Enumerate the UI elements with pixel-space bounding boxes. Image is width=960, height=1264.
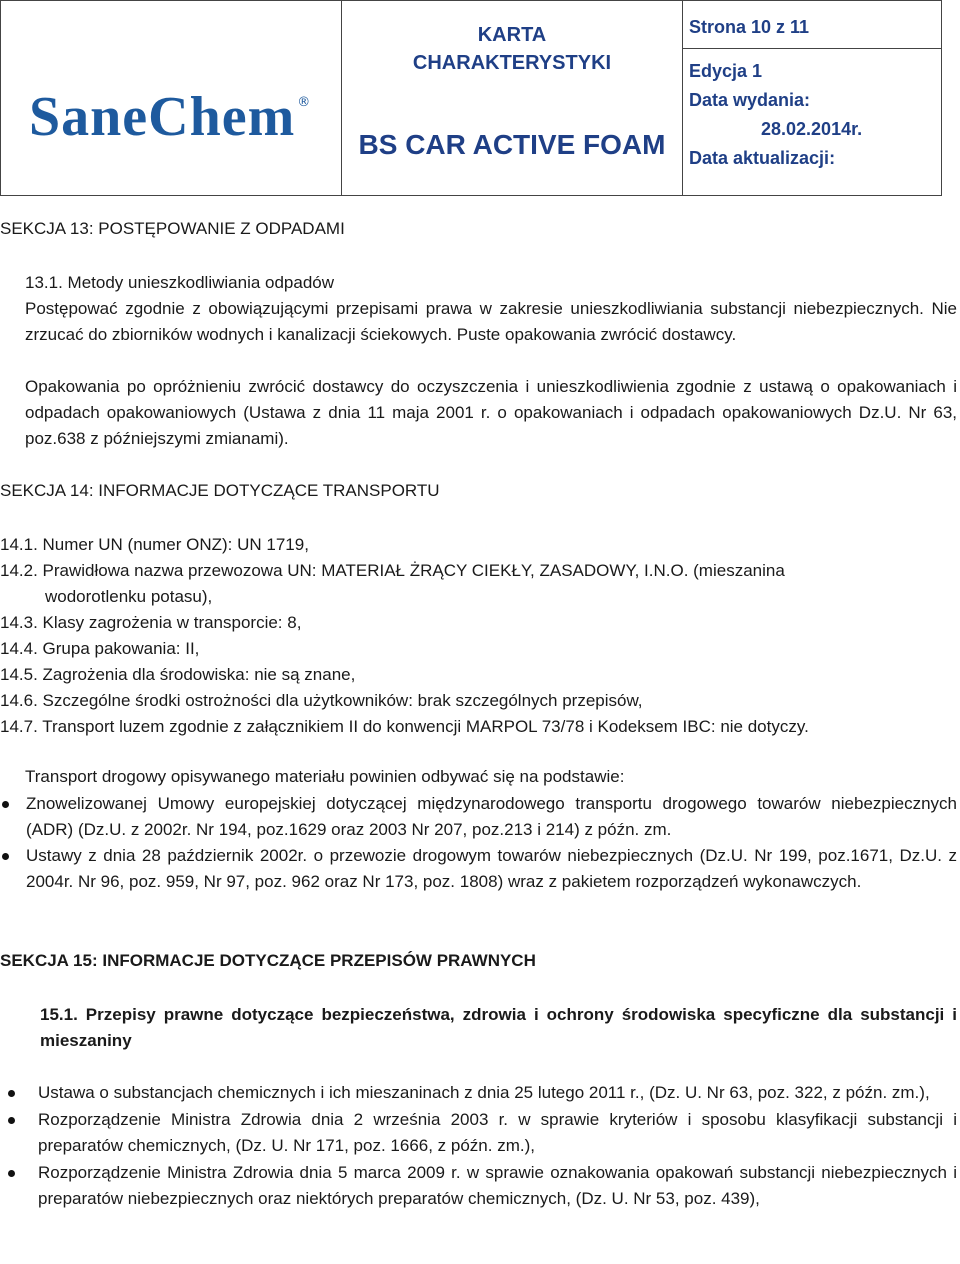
update-date-label: Data aktualizacji: [689,148,836,168]
list-item: 14.1. Numer UN (numer ONZ): UN 1719, [0,535,309,554]
company-logo [29,86,311,148]
list-item: Ustawa o substancjach chemicznych i ich mieszaninach z dnia 25 lutego 2011 r., (Dz. U. Nr 63, poz. 322, z późn. zm.), [0,1080,957,1106]
registered-mark: ® [297,95,311,110]
card-title-line2: CHARAKTERYSTYKI [412,52,612,74]
product-name: BS CAR ACTIVE FOAM [358,129,666,160]
transport-list [0,532,809,740]
section-13-title: SEKCJA 13: POSTĘPOWANIE Z ODPADAMI [0,219,345,238]
road-transport-list [0,791,957,895]
section-15-title: SEKCJA 15: INFORMACJE DOTYCZĄCE PRZEPISÓW PRAWNYCH [0,951,536,970]
title-cell [342,1,683,196]
regulations-list [0,1080,957,1213]
card-title-line1: KARTA [477,24,547,46]
section-15-1-title: 15.1. Przepisy prawne dotyczące bezpieczeństwa, zdrowia i ochrony środowiska specyficzne dla substancji i mieszaniny [40,1005,957,1050]
road-transport-intro: Transport drogowy opisywanego materiału powinien odbywać się na podstawie: [25,767,625,786]
issue-date: 28.02.2014r. [761,119,863,139]
list-item: 14.6. Szczególne środki ostrożności dla użytkowników: brak szczególnych przepisów, [0,691,643,710]
info-cell [683,1,942,196]
page-info: Strona 10 z 11 [683,1,941,49]
list-item: Znowelizowanej Umowy europejskiej dotyczącej międzynarodowego transportu drogowego towarów niebezpiecznych (ADR) (Dz.U. z 2002r. Nr 194, poz.1629 oraz 2003 Nr 207, poz.213 i 214) z późn. zm. [0,791,957,843]
list-item: 14.7. Transport luzem zgodnie z załącznikiem II do konwencji MARPOL 73/78 i Kodeksem IBC: nie dotyczy. [0,717,809,736]
section-13-para1: Postępować zgodnie z obowiązującymi przepisami prawa w zakresie unieszkodliwiania substancji niebezpiecznych. Nie zrzucać do zbiorników wodnych i kanalizacji ściekowych. Puste opakowania zwrócić dostawcy. [25,299,957,344]
list-item: Rozporządzenie Ministra Zdrowia dnia 5 marca 2009 r. w sprawie oznakowania opakowań substancji niebezpiecznych i preparatów niebezpiecznych oraz niektórych preparatów chemicznych, (Dz. U. Nr 53, poz. 439), [0,1160,957,1212]
section-14-title: SEKCJA 14: INFORMACJE DOTYCZĄCE TRANSPORTU [0,481,440,500]
edition: Edycja 1 [689,61,763,81]
document-header [0,0,942,196]
list-item: 14.2. Prawidłowa nazwa przewozowa UN: MATERIAŁ ŻRĄCY CIEKŁY, ZASADOWY, I.N.O. (mieszanina [0,561,785,580]
issue-date-label: Data wydania: [689,90,811,110]
list-item: 14.4. Grupa pakowania: II, [0,639,200,658]
list-item: 14.3. Klasy zagrożenia w transporcie: 8, [0,613,302,632]
card-title [342,21,682,77]
list-item: 14.5. Zagrożenia dla środowiska: nie są znane, [0,665,356,684]
section-13-para2: Opakowania po opróżnieniu zwrócić dostawcy do oczyszczenia i unieszkodliwienia zgodnie z ustawą o opakowaniach i odpadach opakowaniowych (Ustawa z dnia 11 maja 2001 r. o opakowaniach i odpadach opakowaniowych Dz.U. Nr 63, poz.638 z późniejszymi zmianami). [25,377,957,448]
list-item: Ustawy z dnia 28 październik 2002r. o przewozie drogowym towarów niebezpiecznych (Dz.U. Nr 199, poz.1671, Dz.U. z 2004r. Nr 96, poz. 959, Nr 97, poz. 962 oraz Nr 173, poz. 1808) wraz z pakietem rozporządzeń wykonawczych. [0,843,957,895]
section-13-1-title: 13.1. Metody unieszkodliwiania odpadów [25,273,335,292]
logo-text: SaneChem [29,86,296,148]
logo-cell [1,1,342,196]
edition-info [683,49,941,173]
list-item-continuation: wodorotlenku potasu), [45,587,213,606]
list-item: Rozporządzenie Ministra Zdrowia dnia 2 września 2003 r. w sprawie kryteriów i sposobu klasyfikacji substancji i preparatów chemicznych, (Dz. U. Nr 171, poz. 1666, z późn. zm.), [0,1107,957,1159]
